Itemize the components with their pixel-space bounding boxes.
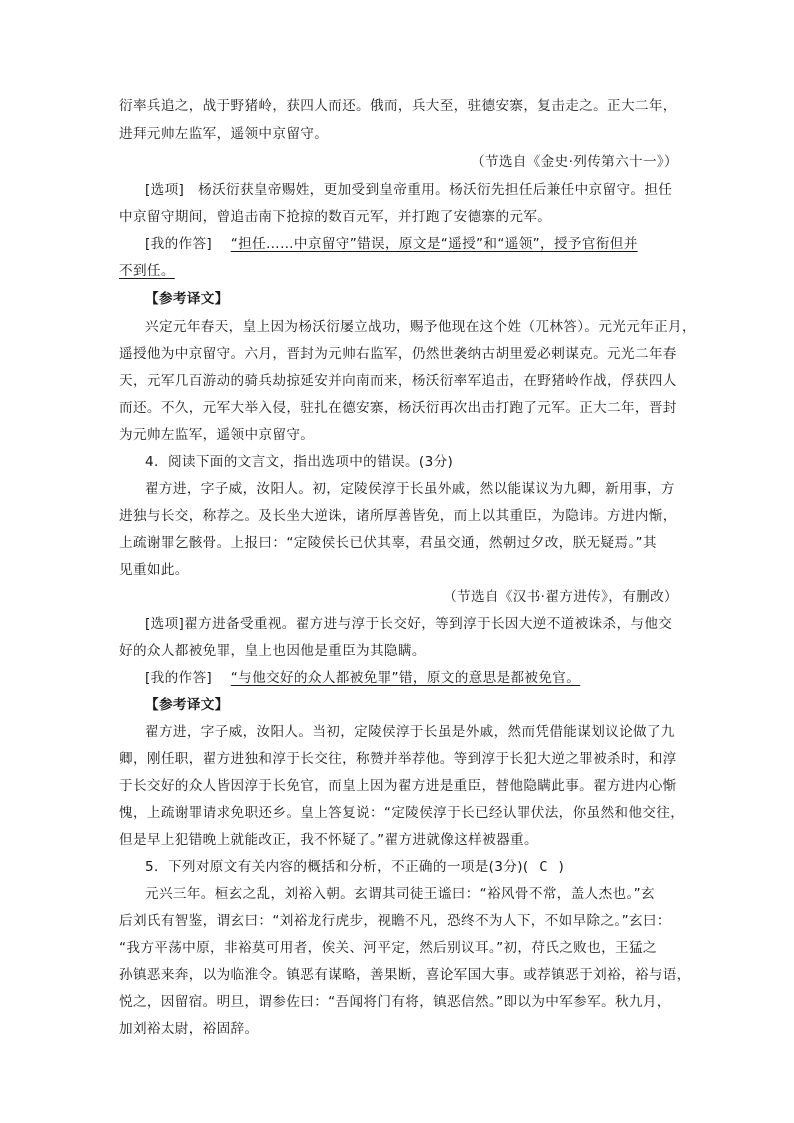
- question-4: 4．阅读下面的文言文，指出选项中的错误。(3分): [145, 454, 454, 470]
- passage-text: 加刘裕太尉，裕固辞。: [119, 1021, 259, 1037]
- my-answer-text: 不到任。: [119, 263, 175, 279]
- translation-text: 于长交好的众人皆因淳于长免官，而皇上因为翟方进是重臣，替他隐瞒此事。翟方进内心惭: [119, 778, 677, 794]
- passage-text: “我方平荡中原，非裕莫可用者，俟关、河平定，然后别议耳。”初，苻氏之败也，王猛之: [119, 940, 657, 956]
- translation-text: 天，元军几百游动的骑兵劫掠延安并向南而来，杨沃衍率军追击，在野猪岭作战，俘获四人: [119, 373, 677, 389]
- passage-text: 见重如此。: [119, 562, 189, 578]
- question-5-close: ): [558, 859, 565, 875]
- option-text: 好的众人都被免罪，皇上也因他是重臣为其隐瞒。: [119, 643, 426, 659]
- translation-text: 兴定元年春天，皇上因为杨沃衍屡立战功，赐予他现在这个姓（兀林答）。元光元年正月，: [145, 319, 696, 335]
- translation-text: 卿，刚任职，翟方进独和淳于长交往，称赞并举荐他。等到淳于长犯大逆之罪被杀时，和淳: [119, 751, 677, 767]
- passage-text: 孙镇恶来奔，以为临淮令。镇恶有谋略，善果断，喜论军国大事。或荐镇恶于刘裕，裕与语，: [119, 967, 691, 983]
- passage-text: 进独与长交，称荐之。及长坐大逆诛，诸所厚善皆免，而上以其重臣，为隐讳。方进内惭，: [119, 508, 677, 524]
- passage-text: 上疏谢罪乞骸骨。上报曰：“定陵侯长已伏其辜，君虽交通，然朝过夕改，朕无疑焉。”其: [119, 535, 657, 551]
- my-answer-line: [145, 668, 705, 688]
- translation-text: 愧，上疏谢罪请求免职还乡。皇上答复说：“定陵侯淳于长已经认罪伏法，你虽然和他交往，: [119, 805, 685, 821]
- answer-choice: C: [539, 859, 548, 875]
- translation-text: 翟方进，字子威，汝阳人。当初，定陵侯淳于长虽是外戚，然而凭借能谋划议论做了九: [145, 724, 675, 740]
- source-citation: （节选自《金史·列传第六十一》）: [470, 154, 678, 170]
- my-answer-label: [我的作答]: [145, 670, 213, 686]
- section-heading: 【参考译文】: [145, 291, 229, 307]
- translation-text: 而还。不久，元军大举入侵，驻扎在德安寨，杨沃衍再次出击打跑了元军。正大二年，晋封: [119, 400, 677, 416]
- question-5-text: 5．下列对原文有关内容的概括和分析，不正确的一项是(3分)(: [145, 859, 529, 875]
- text-line: 进拜元帅左监军，遥领中京留守。: [119, 126, 329, 142]
- passage-text: 悦之，因留宿。明旦，谓参佐曰：“吾闻将门有将，镇恶信然。”即以为中军参军。秋九月，: [119, 994, 671, 1010]
- option-text: [选项] 杨沃衍获皇帝赐姓，更加受到皇帝重用。杨沃衍先担任后兼任中京留守。担任: [145, 182, 673, 198]
- passage-text: 翟方进，字子威，汝阳人。初，定陵侯淳于长虽外戚，然以能谋议为九卿，新用事，方: [145, 481, 675, 497]
- option-text: 中京留守期间，曾追击南下抢掠的数百元军，并打跑了安德寨的元军。: [119, 209, 552, 225]
- source-citation: （节选自《汉书·翟方进传》，有删改）: [443, 589, 678, 605]
- my-answer-text: “担任……中京留守”错误，原文是“遥授”和“遥领”，授予官衔但并: [230, 236, 638, 252]
- text-line: 衍率兵追之，战于野猪岭，获四人而还。俄而，兵大至，驻德安寨，复击走之。正大二年，: [119, 98, 677, 114]
- option-text: [选项]翟方进备受重视。翟方进与淳于长交好，等到淳于长因大逆不道被诛杀，与他交: [145, 616, 673, 632]
- passage-text: 后刘氏有智鉴，谓玄曰：“刘裕龙行虎步，视瞻不凡，恐终不为人下，不如早除之。”玄曰：: [119, 913, 671, 929]
- my-answer-line: [145, 234, 705, 254]
- translation-text: 但是早上犯错晚上就能改正，我不怀疑了。”翟方进就像这样被器重。: [119, 832, 538, 848]
- translation-text: 遥授他为中京留守。六月，晋封为元帅右监军，仍然世袭纳古胡里爱必剌谋克。元光二年春: [119, 346, 677, 362]
- passage-text: 元兴三年。桓玄之乱，刘裕入朝。玄谓其司徒王谧曰：“裕风骨不常，盖人杰也。”玄: [145, 886, 655, 902]
- question-5: [145, 857, 705, 877]
- my-answer-text: “与他交好的众人都被免罪”错，原文的意思是都被免官。: [230, 670, 581, 686]
- section-heading: 【参考译文】: [145, 697, 229, 713]
- my-answer-label: [我的作答]: [145, 236, 213, 252]
- translation-text: 为元帅左监军，遥领中京留守。: [119, 427, 315, 443]
